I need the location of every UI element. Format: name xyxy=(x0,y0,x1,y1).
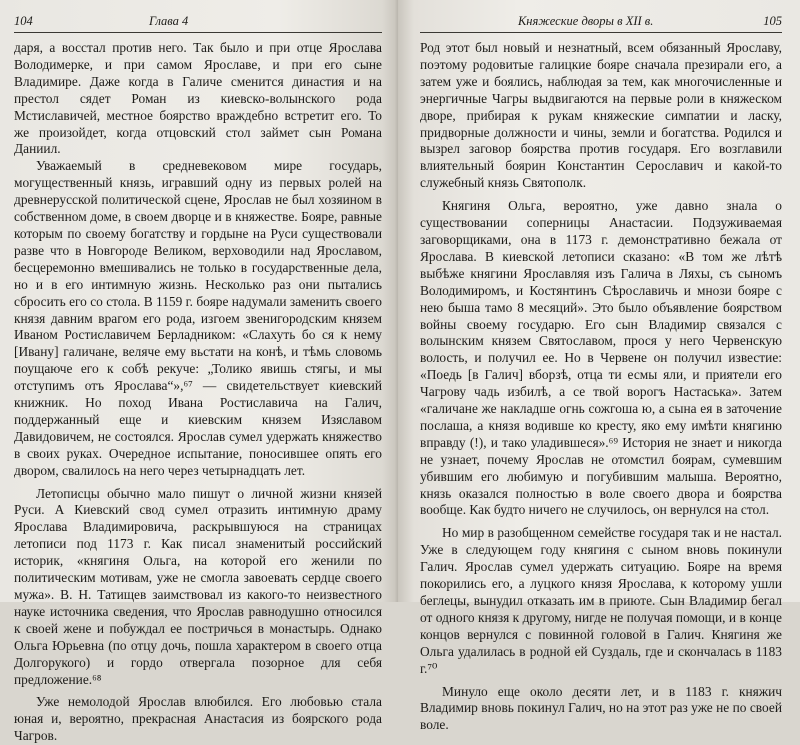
paragraph: Летописцы обычно мало пишут о личной жизни князей Руси. А Киевский свод сумел отразить интимную драму Ярослава Владимировича, раскрывшуюся на страницах летописи под 1173 г. Как писал знаменитый российский историк, «княгиня Ольга, на которой его женили по политическим мотивам, уже не смогла завоевать сердце своего мужа». В. Н. Татищев заимствовал из какого-то неизвестного науке источника сведения, что Ярослав равнодушно относился к своей жене и побуждал ее постричься в монастырь. Однако Ольга Юрьевна (по отцу дочь, пошла характером в своего отца Долгорукого) и гордо отвергала позорное для себя предложение.⁶⁸ xyxy=(14,485,382,687)
paragraph: Минуло еще около десяти лет, и в 1183 г. княжич Владимир вновь покинул Галич, но на этот раз уже не по своей воле. xyxy=(420,683,782,733)
paragraph: Уважаемый в средневековом мире государь, могущественный князь, игравший одну из первых ролей на древнерусской политической сцене, Ярослав не был хозяином в собственном доме, в своем дворце и в княжестве. Бояре, равные которым по своему богатству и гордыне на Руси существовали разве что в Новгороде Великом, верховодили над Ярославом, бесцеремонно вмешивались не только в государственные дела, но и в его интимную жизнь. Несколько раз они пытались сбросить его со стола. В 1159 г. бояре надумали заменить своего князя давним врагом его рода, изгоем звенигородским князем Иваном Ростиславичем Берладником: «Слахуть бо ся к нему [Ивану] галичане, веляче ему вьстати на конѣ, и тѣмь словомь поущаюче его к собѣ рекуче: „Толико явишь стягы, и мы отступимъ отъ Ярослава“»,⁶⁷ — свидетельствует киевский книжник. Но поход Ивана Ростиславича на Галич, поддержанный еще и киевским князем Изяславом Давидовичем, не состоялся. Ярослав сумел удержать княжество в своих руках. Очередное испытание, поносившее опять его двором, свалилось на него через четырнадцать лет. xyxy=(14,158,382,478)
paragraph: Род этот был новый и незнатный, всем обязанный Ярославу, поэтому родовитые галицкие бояре сначала презирали его, а затем уже и боялись, наблюдая за тем, как многочисленные и энергичные Чагры выдвигаются на первые роли в княжеском дворе, прибирая к рукам княжеские симпатии и ласку, придворные должности и чины, земли и богатства. Родился и вызрел заговор боярства против государя. Его возглавили влиятельный боярин Константин Серославич и какой-то служебный князь Святополк. xyxy=(420,40,782,191)
left-page-header xyxy=(14,12,382,33)
paragraph: Но мир в разобщенном семействе государя так и не настал. Уже в следующем году княгиня с сыном вновь покинули Галич. Ярослав сумел удержать ситуацию. Бояре на время покорились его, а луцкого князя Ярослава, к которому ушли беглецы, вынудил отказать им в приюте. Сын Владимир бегал от одного князя к другому, нигде не получая помощи, и в конце концов вернулся с повинной головой в Галич. Княгиня же Ольга удалилась в родной ей Суздаль, где и скончалась в 1183 г.⁷⁰ xyxy=(420,525,782,676)
paragraph: даря, а восстал против него. Так было и при отце Ярослава Володимерке, и при самом Ярославе, и при его сыне Владимире. Даже когда в Галиче сменится династия и на престол сядет Роман из киевско-волынского рода Мстиславичей, местное боярство враждебно встретит его. То же произойдет, когда отцовский стол займет сын Романа Даниил. xyxy=(14,40,382,157)
running-head: Княжеские дворы в XII в. xyxy=(518,14,654,28)
right-page-body xyxy=(420,40,782,734)
right-page xyxy=(398,0,800,733)
left-page-body xyxy=(14,40,382,745)
running-head: Глава 4 xyxy=(149,14,189,28)
page-number: 104 xyxy=(14,14,33,28)
paragraph: Уже немолодой Ярослав влюбился. Его любовью стала юная и, вероятно, прекрасная Анастасия из боярского рода Чагров. xyxy=(14,694,382,744)
right-page-header xyxy=(420,12,782,33)
paragraph: Княгиня Ольга, вероятно, уже давно знала о существовании соперницы Анастасии. Подзуживаемая заговорщиками, она в 1173 г. демонстративно бежала от Ярослава. В киевской летописи сказано: «В том же лѣтѣ выбѣже княгини Ярославляя изъ Галича в Ляхы, съ сыномъ Володимиромъ, и Костянтинъ Сѣрославичь и мнози бояре с нею быша тамо 8 месяций». Это было объявление боярством войны своему государю. Его сын Владимир связался с волынским князем Святославом, прося у него Червенскую волость, и получил ее. Но в Червене он получил известие: «Поедь [в Галич] вборзѣ, отца ти есмы яли, и приятели его Чагрову чадь избилѣ, а се твой ворогъ Настаська». Затем «галичане же накладше огнь сожгоша ю, а сына ея в заточение послаша, а князя водивше ко кресту, яко ему имѣти княгиню вправду (!), и тако уладившеся».⁶⁹ История не знает и никогда не узнает, почему Ярослав не отомстил боярам, сумевшим убившим его любимую и погубившим малыша. Вероятно, князь оказался полностью в воле своего двора и боярства вообще. Как будто ничего не случилось, он вернулся на стол. xyxy=(420,198,782,518)
page-number: 105 xyxy=(763,14,782,28)
left-page xyxy=(0,0,398,744)
